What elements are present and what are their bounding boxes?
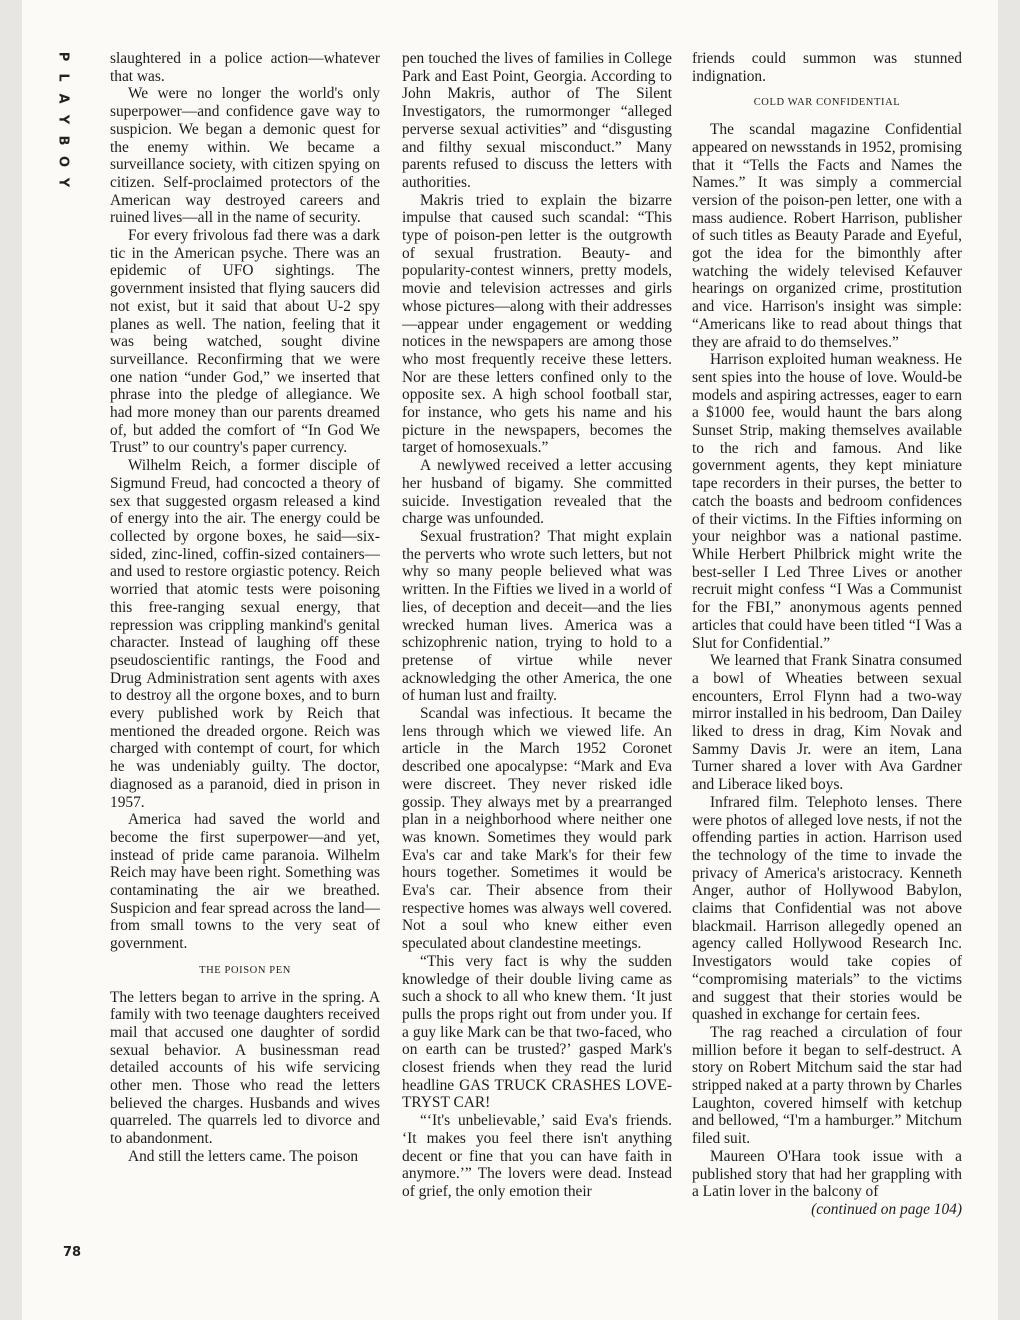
masthead-letter: O [55, 155, 71, 168]
masthead-letter: Y [55, 177, 71, 188]
body-paragraph: “This very fact is why the sudden knowledge of their double living came as such a shock to all who knew them. ‘It just pulls the props right out from under you. If a guy like Mark can be that two-faced, who on earth can be trusted?’ gasped Mark's closest friends when they read the lurid headline GAS TRUCK CRASHES LOVE-TRYST CAR! [402, 952, 672, 1112]
body-paragraph: Maureen O'Hara took issue with a published story that had her grappling with a Latin lover in the balcony of [692, 1147, 962, 1201]
section-heading: THE POISON PEN [199, 964, 291, 976]
masthead-letter: A [55, 93, 71, 104]
body-paragraph: We learned that Frank Sinatra consumed a bowl of Wheaties between sexual encounters, Errol Flynn had a two-way mirror installed in his bedroom, Dan Dailey liked to dress in drag, Kim Novak and Sammy Davis Jr. were an item, Lana Turner shared a lover with Ava Gardner and Liberace liked boys. [692, 652, 962, 794]
body-paragraph: pen touched the lives of families in College Park and East Point, Georgia. According to John Makris, author of The Silent Investigators, the rumormonger “alleged perverse sexual activities” and “disgusting and filthy sexual misconduct.” Many parents refused to discuss the letters with authorities. [402, 50, 672, 191]
body-paragraph: Scandal was infectious. It became the lens through which we viewed life. An article in the March 1952 Coronet described one apocalypse: “Mark and Eva were discreet. They never risked idle gossip. They always met by a prearranged plan in a neighborhood where neither one was known. Sometimes they would park Eva's car and take Mark's for their few hours together. Sometimes it would be Eva's car. Their absence from their respective homes was always well covered. Not a soul who knew either even speculated about clandestine meetings. [402, 705, 672, 953]
continuation-note: (continued on page 104) [811, 1201, 962, 1218]
magazine-page [22, 0, 998, 1320]
body-paragraph: We were no longer the world's only superpower—and confidence gave way to suspicion. We began a demonic quest for the enemy within. We became a surveillance society, with citizen spying on citizen. Self-proclaimed protectors of the American way destroyed careers and ruined lives—all in the name of security. [110, 85, 380, 227]
body-paragraph: The letters began to arrive in the spring. A family with two teenage daughters received mail that accused one daughter of sordid sexual behavior. A businessman read detailed accounts of his wife servicing other men. Those who read the letters believed the charges. Husbands and wives quarreled. The quarrels led to divorce and to abandonment. [110, 988, 380, 1148]
body-paragraph: Harrison exploited human weakness. He sent spies into the house of love. Would-be models and aspiring actresses, eager to earn a $1000 fee, would haunt the bars along Sunset Strip, making themselves available to the rich and famous. And like government agents, they kept miniature tape recorders in their purses, the better to catch the boasts and bedroom confidences of their victims. In the Fifties informing on your neighbor was a national pastime. While Herbert Philbrick might write the best-seller I Led Three Lives or another recruit might confess “I Was a Communist for the FBI,” anonymous agents penned articles that could have been titled “I Was a Slut for Confidential.” [692, 351, 962, 652]
masthead-letter: L [55, 73, 71, 82]
text-column-3 [692, 50, 962, 1275]
section-heading: COLD WAR CONFIDENTIAL [753, 97, 901, 109]
body-paragraph: For every frivolous fad there was a dark tic in the American psyche. There was an epidemic of UFO sightings. The government insisted that flying saucers did not exist, but it said that about U-2 spy planes as well. The nation, feeling that it was being watched, sought divine surveillance. Reconfirming that we were one nation “under God,” we inserted that phrase into the pledge of allegiance. We had more money than our parents dreamed of, but added the comfort of “In God We Trust” to our country's paper currency. [110, 227, 380, 457]
page-number: 78 [63, 1245, 82, 1260]
body-paragraph: friends could summon was stunned indignation. [692, 50, 962, 85]
body-paragraph: The rag reached a circulation of four million before it began to self-destruct. A story on Robert Mitchum said the star had stripped naked at a party thrown by Charles Laughton, covered himself with ketchup and bellowed, “I'm a hamburger.” Mitchum filed suit. [692, 1023, 962, 1148]
body-paragraph: The scandal magazine Confidential appeared on newsstands in 1952, promising that it “Tells the Facts and Names the Names.” It was simply a commercial version of the poison-pen letter, one with a mass audience. Robert Harrison, publisher of such titles as Beauty Parade and Eyeful, got the idea for the bimonthly after watching the widely televised Kefauver hearings on organized crime, prostitution and vice. Harrison's insight was simple: “Americans like to read about things that they are afraid to do themselves.” [692, 121, 962, 351]
body-paragraph: Sexual frustration? That might explain the perverts who wrote such letters, but not why so many people believed what was written. In the Fifties we lived in a world of lies, of deception and deceit—and the lies wrecked human lives. America was a schizophrenic nation, trying to hold to a pretense of virtue while never acknowledging the other America, the one of human lust and frailty. [402, 527, 672, 705]
masthead [52, 46, 74, 193]
masthead-letter: Y [55, 114, 71, 125]
body-paragraph: “‘It's unbelievable,’ said Eva's friends. ‘It makes you feel there isn't anything decent or fine that you can have faith in anymore.’” The lovers were dead. Instead of grief, the only emotion their [402, 1112, 672, 1200]
body-paragraph: Infrared film. Telephoto lenses. There were photos of alleged love nests, if not the offending parties in action. Harrison used the technology of the time to invade the privacy of America's aristocracy. Kenneth Anger, author of Hollywood Babylon, claims that Confidential was not above blackmail. Harrison allegedly opened an agency called Hollywood Research Inc. Investigators would take copies of “compromising materials” to the victims and suggest that their stories would be quashed in exchange for certain fees. [692, 793, 962, 1024]
body-paragraph: America had saved the world and become the first superpower—and yet, instead of pride came paranoia. Wilhelm Reich may have been right. Something was contaminating the air we breathed. Suspicion and fear spread across the land—from small towns to the very seat of government. [110, 811, 380, 953]
text-column-1 [110, 50, 380, 1275]
body-paragraph: And still the letters came. The poison [128, 1147, 359, 1165]
masthead-letter: B [55, 135, 71, 146]
body-paragraph: Wilhelm Reich, a former disciple of Sigmund Freud, had concocted a theory of sex that suggested orgasm released a kind of energy into the air. The energy could be collected by orgone boxes, he said—six-sided, zinc-lined, coffin-sized containers—and used to restore orgiastic potency. Reich worried that atomic tests were poisoning this free-ranging sexual energy, that repression was crippling mankind's genital character. Instead of laughing off these pseudoscientific rantings, the Food and Drug Administration sent agents with axes to destroy all the orgone boxes, and to burn every published work by Reich that mentioned the dreaded orgone. Reich was charged with contempt of court, for which he was undeniably guilty. The doctor, diagnosed as a paranoid, died in prison in 1957. [110, 457, 380, 811]
body-paragraph: Makris tried to explain the bizarre impulse that caused such scandal: “This type of poison-pen letter is the outgrowth of sexual frustration. Beauty- and popularity-contest winners, pretty models, movie and television actresses and girls whose pictures—along with their addresses—appear under engagement or wedding notices in the newspapers are among those who most frequently receive these letters. Nor are these letters confined only to the opposite sex. A high school football star, for instance, who gets his name and his picture in the newspapers, becomes the target of homosexuals.” [402, 191, 672, 457]
masthead-letter: P [55, 51, 71, 62]
body-paragraph: A newlywed received a letter accusing her husband of bigamy. She committed suicide. Investigation revealed that the charge was unfounded. [402, 457, 672, 528]
body-paragraph: slaughtered in a police action—whatever that was. [110, 50, 380, 85]
text-column-2 [402, 50, 672, 1275]
